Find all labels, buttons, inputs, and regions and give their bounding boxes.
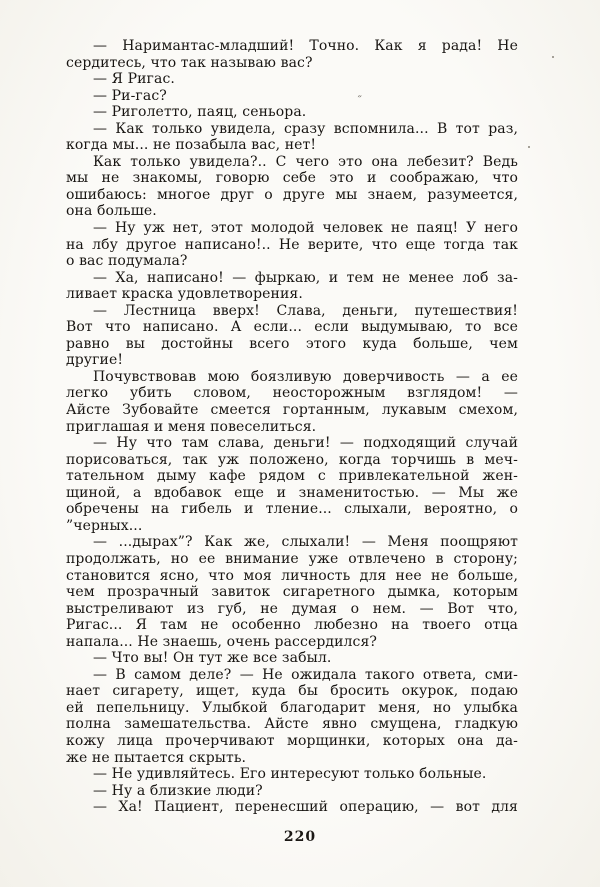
text-line: — Как только увидела, сразу вспомнила... В тот раз,	[93, 120, 518, 137]
text-line: напала... Не знаешь, очень рассердился?	[66, 633, 378, 650]
text-line: порисоваться, так уж положено, когда торчишь в меч-	[66, 451, 518, 468]
text-line: становится ясно, что моя личность для нее не больше,	[66, 567, 518, 584]
text-line: — Ха, написано! — фыркаю, и тем не менее лоб за-	[93, 269, 518, 286]
text-line: — Ну а близкие люди?	[93, 782, 263, 799]
text-line: — Риголетто, паяц, сеньора.	[93, 104, 307, 121]
scan-artifact	[552, 56, 554, 58]
text-line: — Ха! Пациент, перенесший операцию, — вот для	[93, 799, 518, 816]
text-line: мы не знакомы, говорю себе это и соображаю, что	[66, 170, 518, 187]
text-line: Ригас... Я там не особенно любезно на твоего отца	[66, 617, 518, 634]
text-line: продолжать, но ее внимание уже отвлечено в сторону;	[66, 550, 518, 567]
text-line: щиной, а вдобавок еще и знаменитостью. — Мы же	[66, 484, 518, 501]
text-line: чем прозрачный завиток сигаретного дымка, которым	[66, 584, 518, 601]
text-line: обречены на гибель и тление... слыхали, вероятно, о	[66, 501, 518, 518]
text-line: тательном дыму кафе рядом с привлекательной жен-	[66, 468, 518, 485]
text-line: — Ну уж нет, этот молодой человек не паяц! У него	[93, 220, 518, 237]
text-line: — Ну что там слава, деньги! — подходящий случай	[93, 435, 518, 452]
text-line: другие!	[66, 352, 124, 369]
text-line: ”черных...	[66, 517, 143, 534]
text-line: выстреливают из губ, не думая о нем. — Вот что,	[66, 600, 518, 617]
text-line: Айсте Зубовайте смеется гортанным, лукавым смехом,	[66, 402, 518, 419]
text-line: — Не удивляйтесь. Его интересуют только больные.	[93, 766, 487, 783]
text-line: Почувствовав мою боязливую доверчивость — а ее	[93, 368, 518, 385]
text-line: — ...дырах”? Как же, слыхали! — Меня поощряют	[93, 534, 518, 551]
text-line: равно вы достойны всего этого куда больше, чем	[66, 335, 518, 352]
text-block	[66, 38, 518, 816]
text-line: нает сигарету, ищет, куда бы бросить окурок, подаю	[66, 683, 518, 700]
text-line: — В самом деле? — Не ожидала такого ответа, сми-	[93, 666, 518, 683]
text-line: сердитесь, что так называю вас?	[66, 54, 313, 71]
scan-artifact	[528, 146, 530, 148]
text-line: ей пепельницу. Улыбкой благодарит меня, но улыбка	[66, 699, 518, 716]
text-line: она больше.	[66, 203, 157, 220]
text-line: о вас подумала?	[66, 253, 188, 270]
text-line: приглашая и меня повеселиться.	[66, 418, 317, 435]
text-line: — Я Ригас.	[93, 71, 175, 88]
text-line: полна замешательства. Айсте явно смущена, гладкую	[66, 716, 518, 733]
text-line: легко убить словом, неосторожным взглядом! —	[66, 385, 518, 402]
text-line: же не пытается скрыть.	[66, 749, 247, 766]
text-line: кожу лица прочерчивают морщинки, которых она да-	[66, 732, 518, 749]
text-line: когда мы... не позабыла вас, нет!	[66, 137, 317, 154]
text-line: — Что вы! Он тут же все забыл.	[93, 650, 332, 667]
text-line: — Лестница вверх! Слава, деньги, путешествия!	[93, 302, 518, 319]
text-line: Как только увидела?.. С чего это она лебезит? Ведь	[93, 153, 518, 170]
text-line: ошибаюсь: многое друг о друге мы знаем, разумеется,	[66, 186, 518, 203]
scan-artifact: ˝	[355, 93, 363, 108]
text-line: на лбу другое написано!.. Не верите, что еще тогда так	[66, 236, 518, 253]
text-line: — Ри-гас?	[93, 87, 167, 104]
text-line: ливает краска удовлетворения.	[66, 286, 303, 303]
page-number: 220	[283, 829, 317, 845]
text-line: — Наримантас-младший! Точно. Как я рада! Не	[93, 38, 518, 54]
text-line: Вот что написано. А если... если выдумываю, то все	[66, 319, 518, 336]
